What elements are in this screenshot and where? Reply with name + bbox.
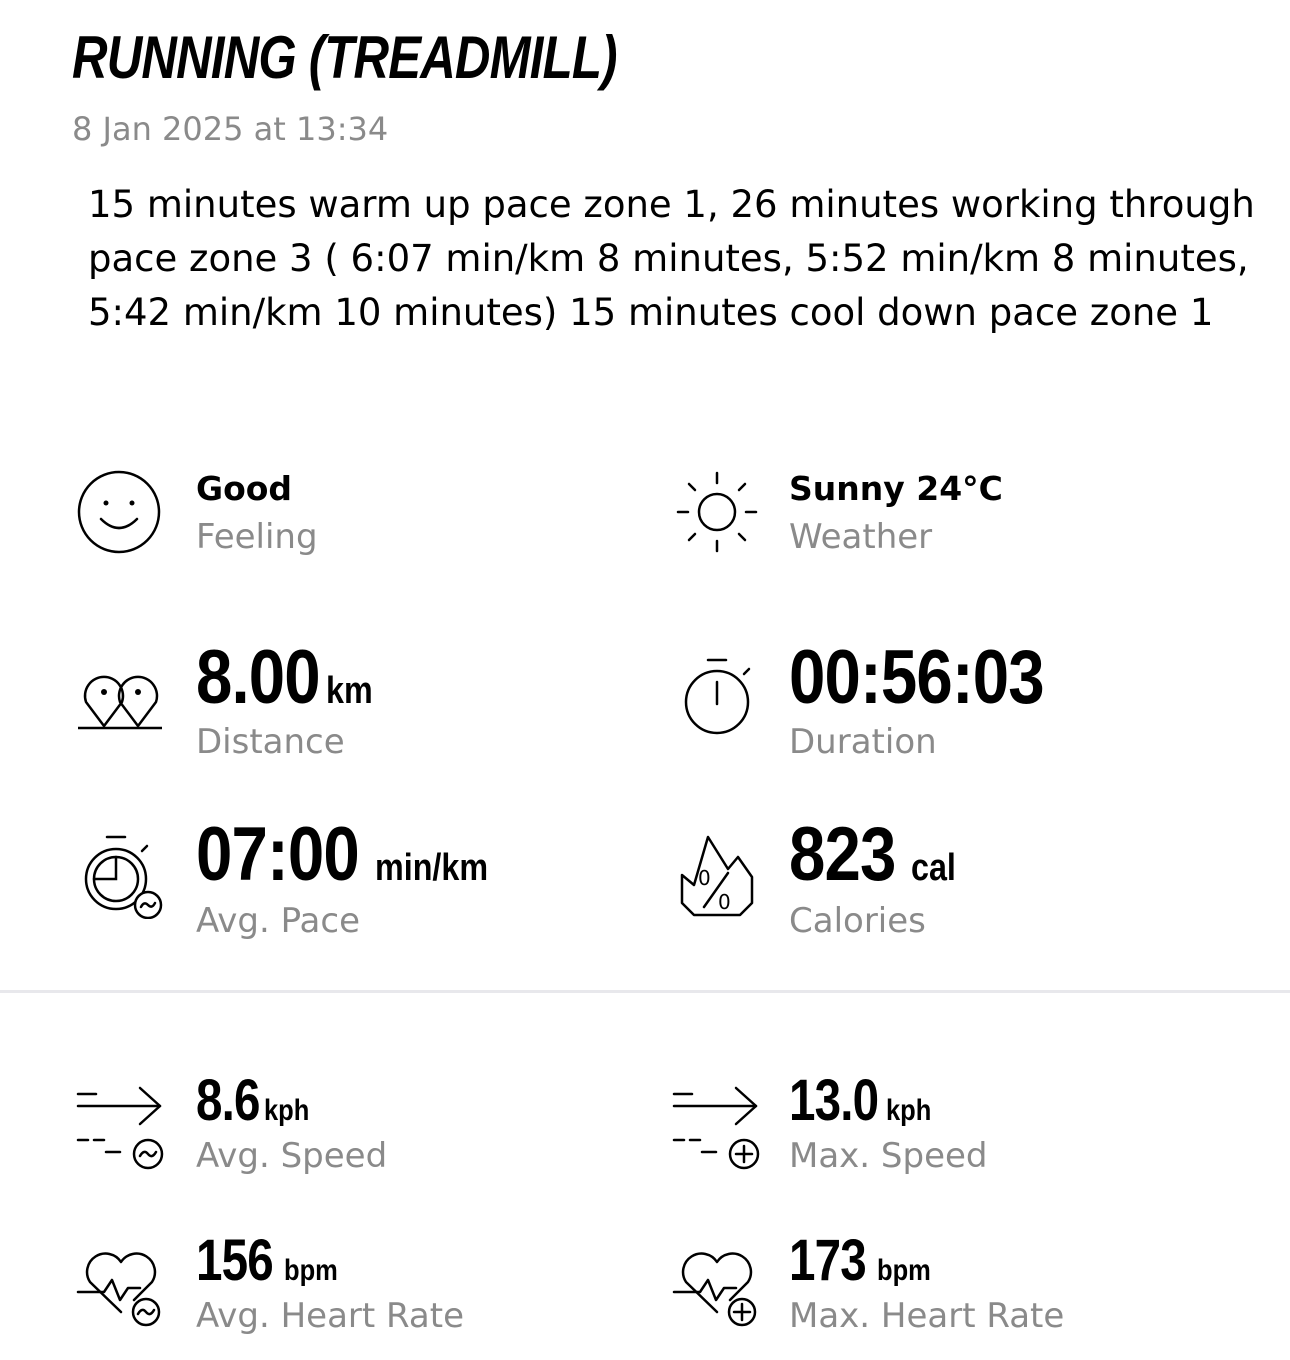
max-heart-rate-label: Max. Heart Rate: [789, 1296, 1065, 1336]
max-heart-rate-unit: bpm: [876, 1254, 931, 1287]
max-speed-unit: kph: [885, 1094, 932, 1127]
smiley-face-icon: [74, 467, 164, 557]
weather-value: Sunny 24°C: [789, 469, 1003, 508]
avg-heart-rate-unit: bpm: [283, 1254, 338, 1287]
avg-heart-rate-label: Avg. Heart Rate: [196, 1296, 464, 1336]
heart-rate-average-icon: [76, 1242, 166, 1332]
duration-label: Duration: [789, 722, 937, 762]
map-pins-icon: [76, 660, 166, 750]
sun-icon: [672, 467, 762, 557]
avg-pace-label: Avg. Pace: [196, 901, 361, 941]
stat-weather: [672, 465, 1232, 595]
distance-unit: km: [325, 670, 373, 712]
avg-pace-value: 07:00: [196, 812, 359, 897]
stat-feeling: [76, 465, 576, 595]
speed-max-icon: [672, 1082, 762, 1172]
distance-value: 8.00: [196, 635, 320, 720]
feeling-value: Good: [196, 469, 293, 508]
avg-speed-unit: kph: [263, 1094, 309, 1127]
workout-date: 8 Jan 2025 at 13:34: [72, 110, 389, 148]
stat-duration: [672, 635, 1232, 768]
speed-average-icon: [76, 1082, 166, 1172]
stat-max-speed: [672, 1070, 1232, 1200]
workout-description: 15 minutes warm up pace zone 1, 26 minutes working through pace zone 3 ( 6:07 min/km 8 minutes, 5:52 min/km 8 minutes, 5:42 min/km 10 minutes) 15 minutes cool down pace zone 1: [88, 183, 1255, 334]
workout-title: RUNNING (TREADMILL): [72, 24, 617, 91]
stat-avg-speed: [76, 1070, 636, 1200]
max-speed-value: 13.0: [789, 1068, 879, 1133]
avg-heart-rate-value: 156: [196, 1228, 273, 1293]
avg-speed-label: Avg. Speed: [196, 1136, 388, 1176]
heart-rate-max-icon: [672, 1242, 762, 1332]
distance-label: Distance: [196, 722, 345, 762]
svg-text:0: 0: [718, 890, 731, 914]
pace-timer-icon: [76, 829, 166, 919]
max-speed-label: Max. Speed: [789, 1136, 988, 1176]
avg-speed-value: 8.6: [196, 1068, 260, 1133]
stat-calories: [672, 812, 1232, 945]
duration-value: 00:56:03: [789, 635, 1044, 720]
calories-unit: cal: [910, 847, 956, 889]
stat-avg-pace: [76, 812, 636, 945]
stat-distance: [76, 635, 636, 768]
feeling-label: Feeling: [196, 517, 318, 557]
stopwatch-icon: [672, 652, 762, 742]
calories-value: 823: [789, 812, 896, 897]
calories-label: Calories: [789, 901, 926, 941]
stat-avg-heart-rate: [76, 1230, 636, 1360]
weather-label: Weather: [789, 517, 933, 557]
svg-text:0: 0: [698, 866, 711, 890]
section-divider: [0, 990, 1290, 993]
stat-max-heart-rate: [672, 1230, 1232, 1360]
flame-percent-icon: [672, 833, 762, 923]
max-heart-rate-value: 173: [789, 1228, 866, 1293]
avg-pace-unit: min/km: [375, 847, 489, 889]
